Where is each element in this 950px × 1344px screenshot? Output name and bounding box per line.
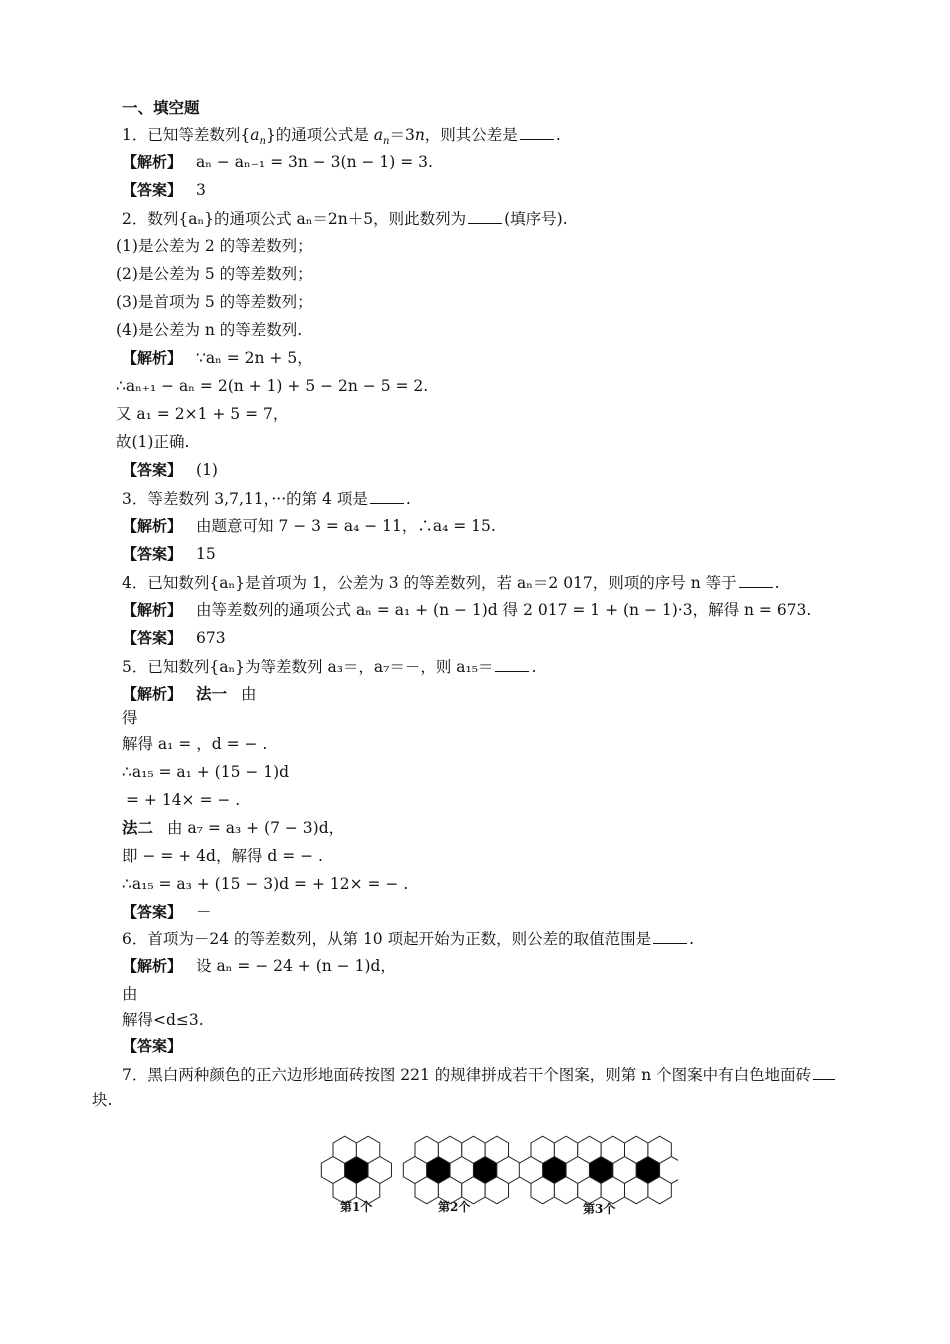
q6-analysis-line-2: 由 bbox=[122, 985, 138, 1003]
q2-option-2: (2)是公差为 5 的等差数列； bbox=[116, 265, 313, 283]
analysis-text: 由等差数列的通项公式 aₙ = a₁ + (n − 1)d 得 2 017 = 1 + (n − 1)·3，解得 n = 673. bbox=[196, 601, 812, 619]
question-6 bbox=[122, 928, 694, 949]
analysis-label: 【解析】 bbox=[122, 685, 183, 703]
q2-analysis bbox=[122, 348, 313, 368]
q2-analysis-line-4: 故(1)正确. bbox=[116, 433, 190, 451]
q5-stem-end: . bbox=[531, 658, 537, 676]
q5-stem: 5．已知数列{aₙ}为等差数列 a₃＝，a₇＝－，则 a₁₅＝ bbox=[122, 658, 494, 676]
q5-m1b: 得 bbox=[122, 709, 138, 727]
q6-analysis-line-3: 解得<d≤3. bbox=[122, 1011, 204, 1029]
caption-1: 第1个 bbox=[340, 1200, 373, 1214]
q5-m2c: ∴a₁₅ = a₃ + (15 − 3)d = + 12× = − . bbox=[122, 875, 409, 893]
q2-stem: 2．数列{aₙ}的通项公式 aₙ＝2n＋5，则此数列为 bbox=[122, 210, 467, 228]
q2-option-3: (3)是首项为 5 的等差数列； bbox=[116, 293, 313, 311]
q2-analysis-line-2: ∴aₙ₊₁ − aₙ = 2(n + 1) + 5 − 2n − 5 = 2. bbox=[116, 377, 429, 395]
answer-blank bbox=[495, 656, 529, 672]
q5-m1e: = + 14× = − . bbox=[126, 791, 241, 809]
caption-2: 第2个 bbox=[438, 1200, 471, 1214]
answer-blank bbox=[653, 928, 687, 944]
answer-blank bbox=[520, 124, 554, 140]
q6-analysis bbox=[122, 956, 396, 976]
answer-text: － bbox=[196, 903, 212, 921]
q4-analysis bbox=[122, 600, 811, 620]
q1-answer bbox=[122, 180, 206, 200]
q7-stem-end: 块. bbox=[92, 1091, 113, 1109]
answer-blank bbox=[813, 1064, 835, 1080]
q1-stem-c: ＝3 bbox=[389, 126, 415, 144]
question-1: 1．已知等差数列$\{a_n\}$的通项公式是 $a_n=3n$，则其公差是 . bbox=[122, 126, 561, 148]
analysis-text: ∵aₙ = 2n + 5， bbox=[196, 349, 313, 367]
answer-blank bbox=[370, 488, 404, 504]
answer-text: 3 bbox=[196, 181, 206, 199]
section-title: 一、填空题 bbox=[122, 98, 200, 117]
q3-analysis bbox=[122, 516, 496, 536]
answer-label: 【答案】 bbox=[122, 545, 183, 563]
q2-analysis-line-3: 又 a₁ = 2×1 + 5 = 7， bbox=[116, 405, 289, 423]
hexagon-tiles bbox=[321, 1136, 678, 1204]
method-2-label: 法二 bbox=[122, 818, 154, 837]
q1-stem-d: ，则其公差是 bbox=[424, 126, 518, 144]
q1-analysis bbox=[122, 152, 433, 172]
question-5 bbox=[122, 656, 536, 677]
q4-stem-end: . bbox=[774, 574, 780, 592]
q2-option-1: (1)是公差为 2 的等差数列； bbox=[116, 237, 313, 255]
q5-m2a: 由 a₇ = a₃ + (7 − 3)d， bbox=[167, 819, 345, 837]
answer-label: 【答案】 bbox=[122, 629, 183, 647]
q3-stem: 3．等差数列 3,7,11，···的第 4 项是 bbox=[122, 490, 368, 508]
analysis-label: 【解析】 bbox=[122, 601, 183, 619]
answer-label: 【答案】 bbox=[122, 181, 183, 199]
q5-answer bbox=[122, 902, 212, 922]
q6-stem: 6．首项为－24 的等差数列，从第 10 项起开始为正数，则公差的取值范围是 bbox=[122, 930, 652, 948]
question-4 bbox=[122, 572, 780, 593]
analysis-text: 由题意可知 7 − 3 = a₄ − 11，∴a₄ = 15. bbox=[196, 517, 496, 535]
q1-stem-b: }的通项公式是 bbox=[265, 126, 374, 144]
analysis-label: 【解析】 bbox=[122, 349, 183, 367]
answer-blank bbox=[468, 208, 502, 224]
analysis-label: 【解析】 bbox=[122, 153, 183, 171]
answer-label: 【答案】 bbox=[122, 461, 183, 479]
q6-stem-end: . bbox=[689, 930, 695, 948]
question-7 bbox=[122, 1064, 837, 1085]
answer-blank bbox=[739, 572, 773, 588]
q2-answer bbox=[122, 460, 218, 480]
q4-stem: 4．已知数列{aₙ}是首项为 1，公差为 3 的等差数列，若 aₙ＝2 017，则项的序号 n 等于 bbox=[122, 574, 737, 592]
question-3 bbox=[122, 488, 411, 509]
caption-3: 第3个 bbox=[583, 1202, 616, 1216]
q5-m1d: ∴a₁₅ = a₁ + (15 − 1)d bbox=[122, 763, 290, 781]
q2-stem-end: (填序号). bbox=[504, 210, 568, 228]
q5-m1c: 解得 a₁ = ，d = − . bbox=[122, 735, 268, 753]
question-2 bbox=[122, 208, 568, 229]
q7-stem: 7．黑白两种颜色的正六边形地面砖按图 221 的规律拼成若干个图案，则第 n 个图案中有白色地面砖 bbox=[122, 1066, 812, 1084]
q3-stem-end: . bbox=[405, 490, 411, 508]
analysis-text: 设 aₙ = − 24 + (n − 1)d， bbox=[196, 957, 396, 975]
analysis-label: 【解析】 bbox=[122, 957, 183, 975]
answer-label: 【答案】 bbox=[122, 903, 183, 921]
analysis-label: 【解析】 bbox=[122, 517, 183, 535]
answer-text: 15 bbox=[196, 545, 216, 563]
q2-option-4: (4)是公差为 n 的等差数列. bbox=[116, 321, 303, 339]
q1-stem-e: . bbox=[555, 126, 561, 144]
method-1-label: 法一 bbox=[196, 684, 228, 703]
q5-m1a: 由 bbox=[241, 685, 257, 703]
answer-label: 【答案】 bbox=[122, 1037, 183, 1055]
analysis-text: aₙ − aₙ₋₁ = 3n − 3(n − 1) = 3. bbox=[196, 153, 433, 171]
answer-text: 673 bbox=[196, 629, 226, 647]
q5-method-2 bbox=[122, 818, 344, 838]
q5-m2b: 即 − = + 4d，解得 d = − . bbox=[122, 847, 323, 865]
q5-analysis bbox=[122, 684, 257, 704]
q6-answer bbox=[122, 1036, 196, 1056]
q1-stem-a: 1．已知等差数列{ bbox=[122, 126, 251, 144]
q4-answer bbox=[122, 628, 226, 648]
q3-answer bbox=[122, 544, 216, 564]
answer-text: (1) bbox=[196, 461, 218, 479]
